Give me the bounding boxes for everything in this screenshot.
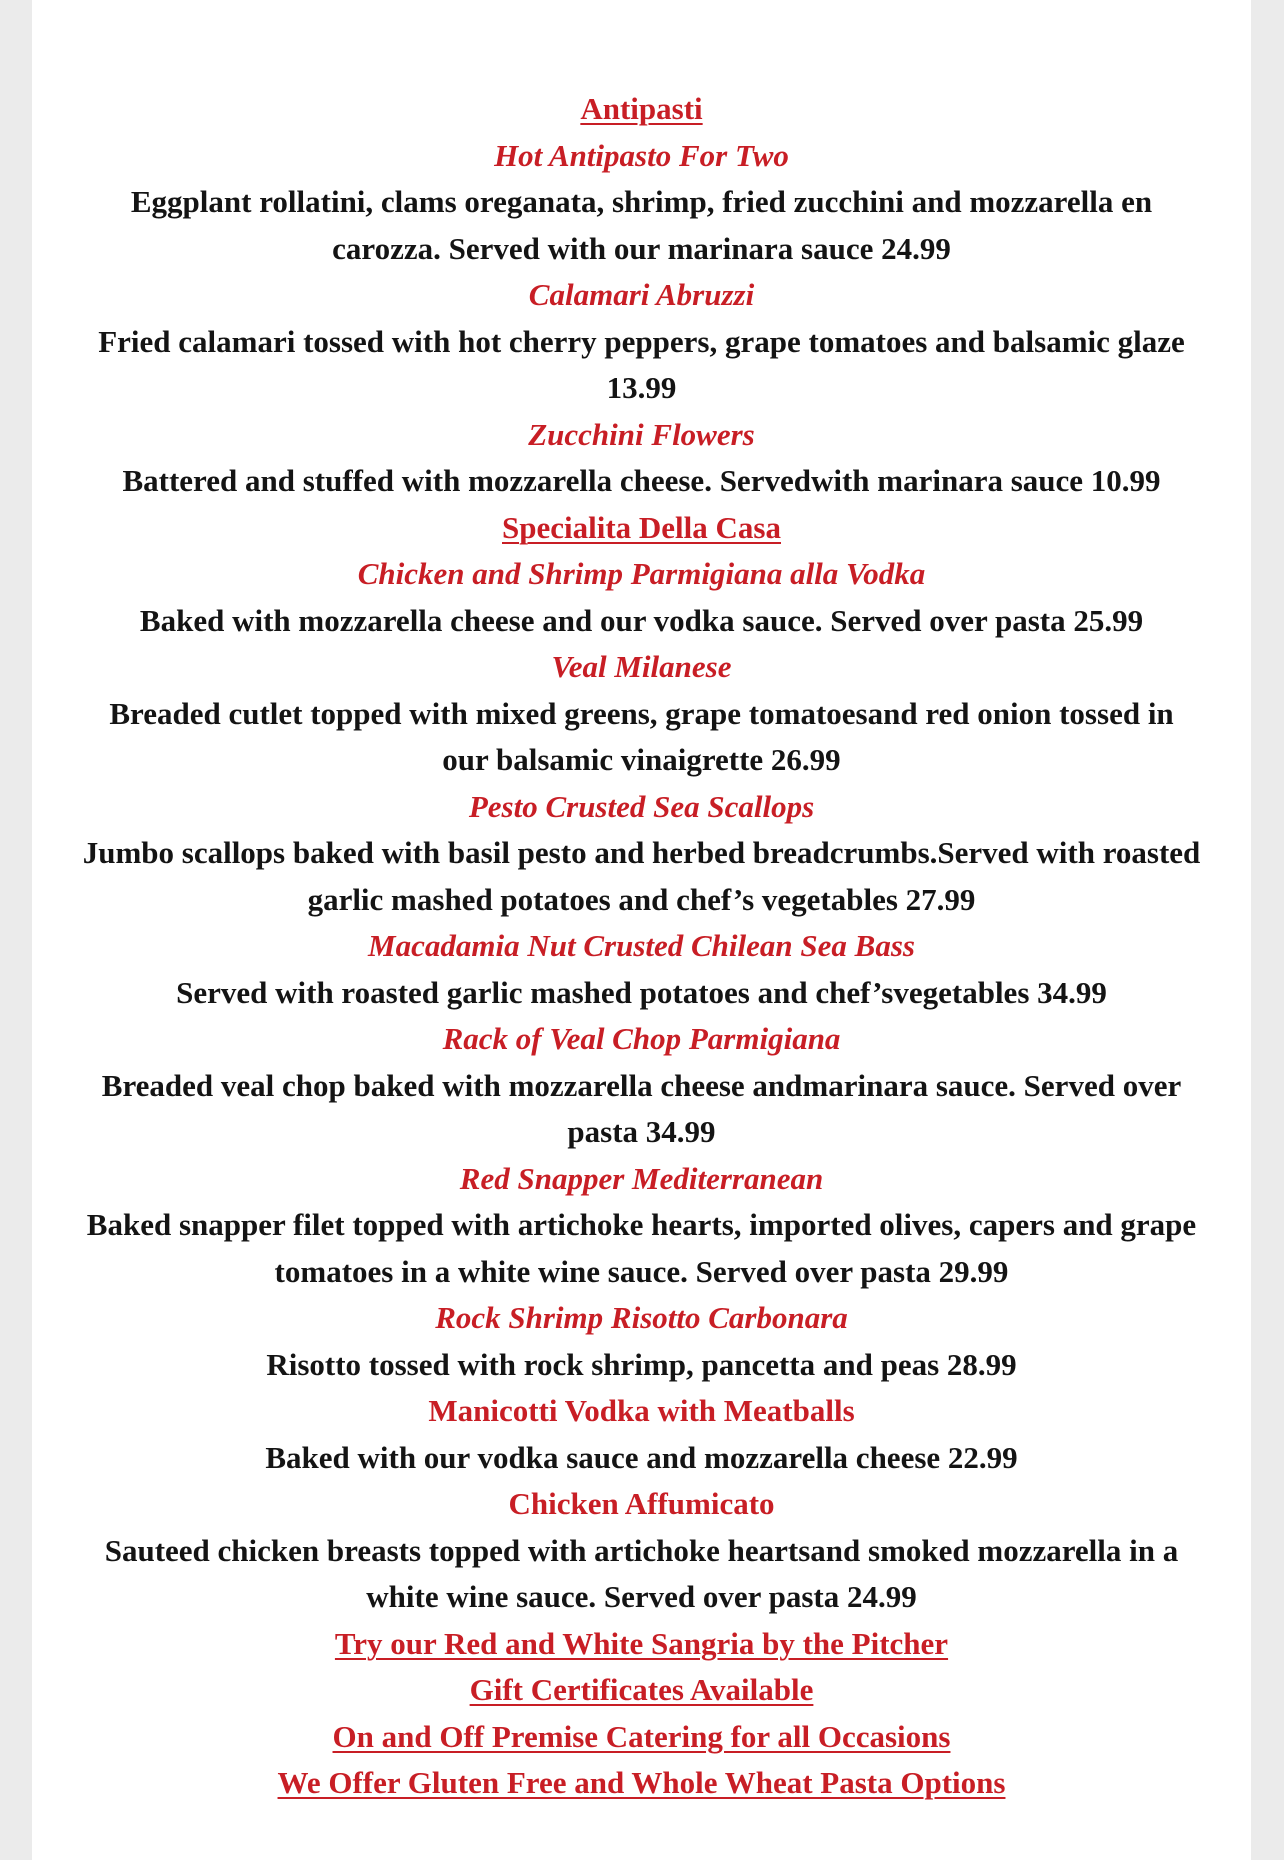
promo-note-sangria: Try our Red and White Sangria by the Pitcher (334, 1625, 949, 1661)
dish-description: Battered and stuffed with mozzarella cheese. Servedwith marinara sauce 10.99 (122, 463, 1161, 498)
promo-note-catering: On and Off Premise Catering for all Occasions (332, 1718, 951, 1754)
menu-content (32, 86, 1251, 1807)
dish-name: Manicotti Vodka with Meatballs (428, 1393, 855, 1428)
dish-name: Veal Milanese (551, 649, 732, 684)
dish-description: Eggplant rollatini, clams oreganata, shrimp, fried zucchini and mozzarella en (130, 184, 1153, 219)
dish-description: Fried calamari tossed with hot cherry peppers, grape tomatoes and balsamic glaze (98, 323, 1185, 359)
dish-description: Sauteed chicken breasts topped with artichoke heartsand smoked mozzarella in a (104, 1532, 1179, 1568)
dish-description: Breaded cutlet topped with mixed greens, grape tomatoesand red onion tossed in (109, 695, 1174, 731)
dish-description: carozza. Served with our marinara sauce 24.99 (332, 230, 951, 266)
dish-name: Rack of Veal Chop Parmigiana (442, 1021, 841, 1056)
dish-name: Hot Antipasto For Two (494, 137, 789, 173)
dish-description: pasta 34.99 (567, 1114, 716, 1149)
menu-page (32, 0, 1251, 1860)
dish-description: garlic mashed potatoes and chef’s vegetables 27.99 (307, 881, 976, 917)
dish-description: Baked with our vodka sauce and mozzarella cheese 22.99 (265, 1439, 1018, 1475)
dish-description: 13.99 (606, 370, 677, 405)
dish-description: our balsamic vinaigrette 26.99 (442, 742, 841, 777)
section-heading-antipasti: Antipasti (580, 91, 703, 126)
dish-description: Jumbo scallops baked with basil pesto and herbed breadcrumbs.Served with roasted (82, 835, 1201, 870)
dish-description: Baked with mozzarella cheese and our vodka sauce. Served over pasta 25.99 (139, 602, 1144, 638)
dish-description: white wine sauce. Served over pasta 24.99 (366, 1579, 917, 1614)
dish-name: Red Snapper Mediterranean (459, 1160, 824, 1196)
dish-description: Risotto tossed with rock shrimp, pancetta and peas 28.99 (266, 1346, 1017, 1382)
dish-name: Chicken and Shrimp Parmigiana alla Vodka (357, 556, 926, 591)
dish-name: Calamari Abruzzi (528, 277, 755, 312)
promo-note-gluten-free: We Offer Gluten Free and Whole Wheat Pasta Options (277, 1765, 1006, 1800)
dish-name: Macadamia Nut Crusted Chilean Sea Bass (368, 928, 915, 963)
dish-name: Pesto Crusted Sea Scallops (468, 788, 815, 824)
dish-description: tomatoes in a white wine sauce. Served over pasta 29.99 (274, 1253, 1009, 1289)
promo-note-gift-certificates: Gift Certificates Available (469, 1672, 814, 1707)
dish-description: Baked snapper filet topped with artichoke hearts, imported olives, capers and grape (86, 1207, 1197, 1242)
dish-description: Breaded veal chop baked with mozzarella cheese andmarinara sauce. Served over (101, 1067, 1182, 1103)
dish-description: Served with roasted garlic mashed potatoes and chef’svegetables 34.99 (176, 974, 1107, 1010)
dish-name: Rock Shrimp Risotto Carbonara (435, 1300, 848, 1335)
dish-name: Chicken Affumicato (508, 1486, 775, 1521)
section-heading-specialita: Specialita Della Casa (502, 509, 781, 545)
dish-name: Zucchini Flowers (528, 416, 755, 452)
